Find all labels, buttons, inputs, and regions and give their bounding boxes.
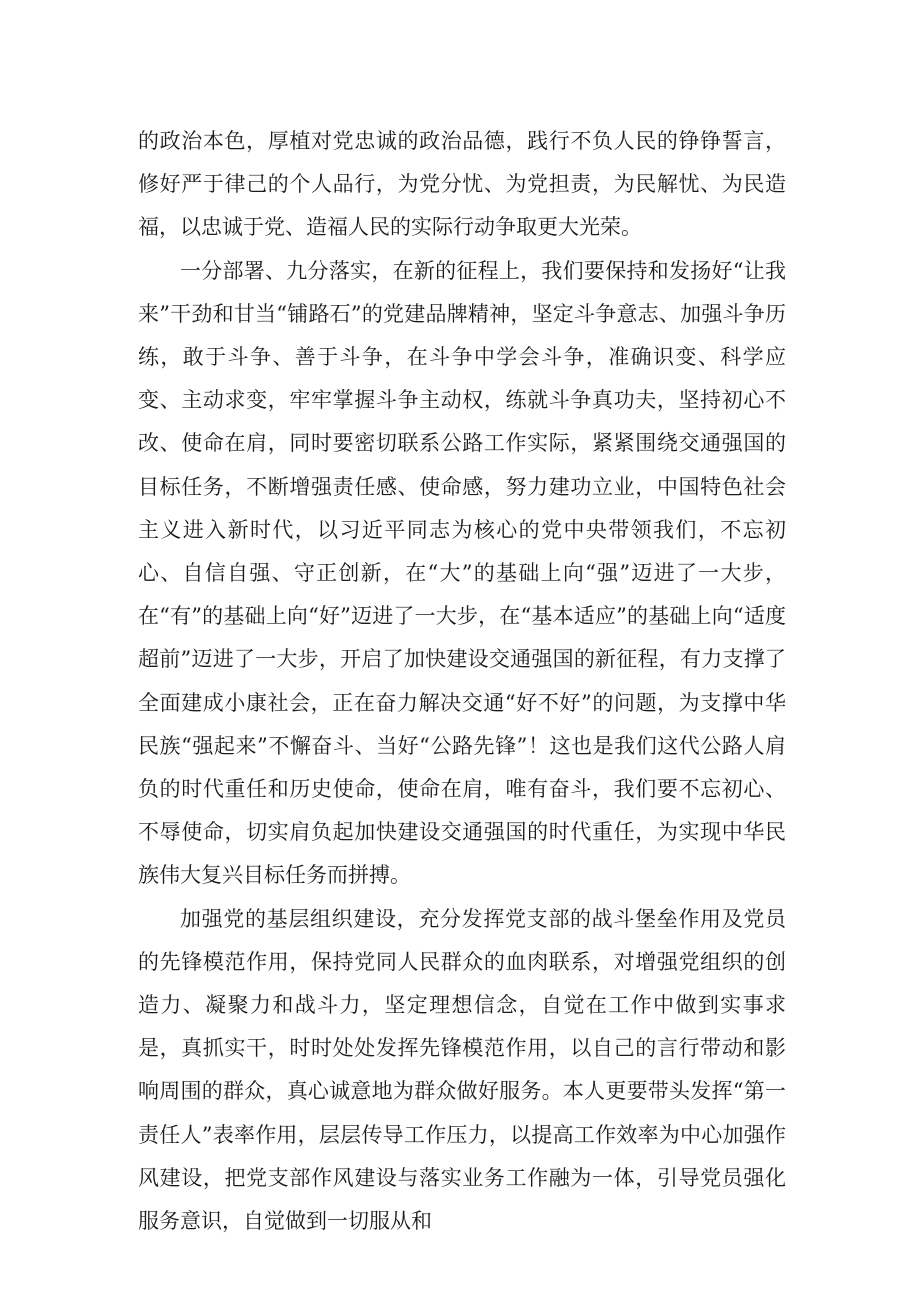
document-body [138,120,786,1243]
paragraph-implementation: 一分部署、九分落实，在新的征程上，我们要保持和发扬好“让我来”干劲和甘当“铺路石”的党建品牌精神，坚定斗争意志、加强斗争历练，敢于斗争、善于斗争，在斗争中学会斗争，准确识变、科学应变、主动求变，牢牢掌握斗争主动权，练就斗争真功夫，坚持初心不改、使命在肩，同时要密切联系公路工作实际，紧紧围绕交通强国的目标任务，不断增强责任感、使命感，努力建功立业，中国特色社会主义进入新时代，以习近平同志为核心的党中央带领我们，不忘初心、自信自强、守正创新，在“大”的基础上向“强”迈进了一大步，在“有”的基础上向“好”迈进了一大步，在“基本适应”的基础上向“适度超前”迈进了一大步，开启了加快建设交通强国的新征程，有力支撑了全面建成小康社会，正在奋力解决交通“好不好”的问题，为支撑中华民族“强起来”不懈奋斗、当好“公路先锋”！这也是我们这代公路人肩负的时代重任和历史使命，使命在肩，唯有奋斗，我们要不忘初心、不辱使命，切实肩负起加快建设交通强国的时代重任，为实现中华民族伟大复兴目标任务而拼搏。 [138,258,786,888]
paragraph-continuation: 的政治本色，厚植对党忠诚的政治品德，践行不负人民的铮铮誓言，修好严于律己的个人品行，为党分忧、为党担责，为民解忧、为民造福，以忠诚于党、造福人民的实际行动争取更大光荣。 [138,129,786,240]
paragraph-party-building: 加强党的基层组织建设，充分发挥党支部的战斗堡垒作用及党员的先锋模范作用，保持党同人民群众的血肉联系，对增强党组织的创造力、凝聚力和战斗力，坚定理想信念，自觉在工作中做到实事求是，真抓实干，时时处处发挥先锋模范作用，以自己的言行带动和影响周围的群众，真心诚意地为群众做好服务。本人更要带头发挥“第一责任人”表率作用，层层传导工作压力，以提高工作效率为中心加强作风建设，把党支部作风建设与落实业务工作融为一体，引导党员强化服务意识，自觉做到一切服从和 [138,906,786,1234]
